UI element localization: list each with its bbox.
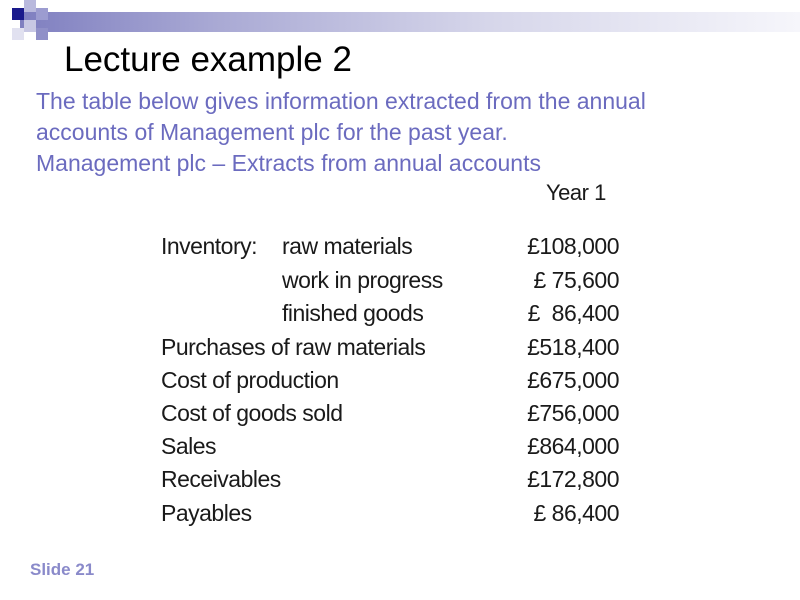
row-amount: £ 75,600 [533, 267, 619, 293]
row-amount: £518,400 [527, 334, 619, 360]
row-amount: £675,000 [527, 367, 619, 393]
table-row [161, 433, 631, 466]
table-row [161, 267, 631, 300]
row-label: Cost of production [161, 367, 339, 393]
table-column-header: Year 1 [546, 180, 606, 205]
table-row [161, 367, 631, 400]
row-amount: £756,000 [527, 400, 619, 426]
row-amount: £108,000 [527, 233, 619, 259]
slide-title: Lecture example 2 [64, 40, 352, 79]
decorative-square [24, 20, 36, 32]
table-row [161, 300, 631, 333]
table-row [161, 400, 631, 433]
row-label: finished goods [282, 300, 424, 326]
table-row [161, 500, 631, 533]
row-amount: £ 86,400 [527, 300, 619, 326]
intro-line: accounts of Management plc for the past year. [36, 119, 508, 145]
table-row [161, 334, 631, 367]
decorative-square [36, 8, 48, 20]
row-label: Payables [161, 500, 252, 526]
row-amount: £172,800 [527, 466, 619, 492]
row-label: Cost of goods sold [161, 400, 343, 426]
row-label: Sales [161, 433, 217, 459]
decorative-square [36, 28, 48, 40]
decorative-square [12, 8, 24, 20]
intro-line: Management plc – Extracts from annual accounts [36, 150, 541, 176]
slide-number: Slide 21 [30, 560, 95, 579]
header-gradient-band [20, 12, 800, 32]
decorative-square [24, 0, 36, 12]
intro-text [36, 86, 776, 179]
decorative-square [12, 28, 24, 40]
inventory-group-label: Inventory: [161, 233, 257, 259]
row-label: Purchases of raw materials [161, 334, 426, 360]
row-amount: £864,000 [527, 433, 619, 459]
row-label: work in progress [282, 267, 443, 293]
table-row [161, 466, 631, 499]
row-amount: £ 86,400 [533, 500, 619, 526]
table-row [161, 233, 631, 266]
intro-line: The table below gives information extracted from the annual [36, 88, 646, 114]
row-label: raw materials [282, 233, 413, 259]
row-label: Receivables [161, 466, 281, 492]
